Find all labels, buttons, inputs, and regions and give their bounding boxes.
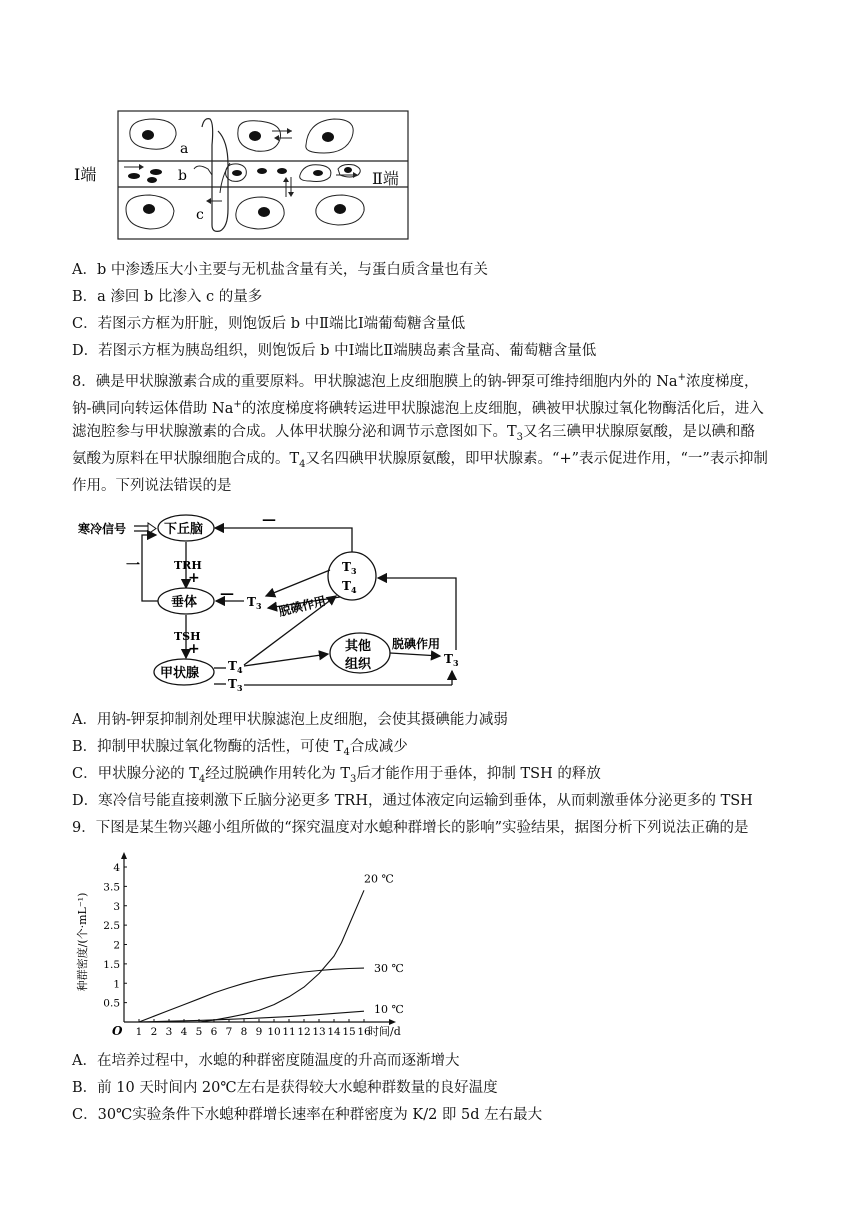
q9-stem: 9．下图是某生物兴趣小组所做的“探究温度对水螅种群增长的影响”实验结果，据图分析下列说法正确的是 — [72, 820, 749, 836]
deiod-label-2: 脱碘作用 — [392, 637, 441, 651]
y-tick-label: 2 — [113, 939, 120, 952]
end-i-label: Ⅰ端 — [74, 165, 97, 184]
x-tick-label: 11 — [282, 1026, 296, 1038]
series-label: 10 ℃ — [374, 1003, 404, 1017]
q8-stem-line-4: 氨酸为原料在甲状腺细胞合成的。$T_4$又名四碘甲状腺原氨酸，即甲状腺素。“+”表示促进作用，“一”表示抑制 — [72, 451, 768, 470]
q8-option-c: C．甲状腺分泌的 $T_4$经过脱碘作用转化为 $T_3$后才能作用于垂体，抑制 TSH 的释放 — [72, 766, 601, 785]
y-tick-label: 1 — [113, 978, 120, 991]
label-c: c — [196, 207, 204, 223]
t4-center: $T_4$ — [342, 579, 357, 595]
x-tick-label: 6 — [210, 1026, 218, 1038]
q7-option-b: B．a 渗回 b 比渗入 c 的量多 — [72, 289, 263, 305]
origin-label: O — [112, 1024, 123, 1038]
series-label: 30 ℃ — [374, 962, 404, 976]
q7-option-d: D．若图示方框为胰岛组织，则饱饭后 b 中Ⅰ端比Ⅱ端胰岛素含量高、葡萄糖含量低 — [72, 343, 597, 359]
q8-stem-line-1: 8．碘是甲状腺激素合成的重要原料。甲状腺滤泡上皮细胞膜上的钠-钾泵可维持细胞内外的 Na+浓度梯度， — [72, 372, 759, 390]
series-label: 20 ℃ — [364, 872, 394, 886]
x-tick-label: 8 — [240, 1026, 248, 1038]
x-tick-label: 15 — [342, 1026, 356, 1038]
x-tick-label: 9 — [255, 1026, 263, 1038]
y-tick-label: 1.5 — [103, 958, 120, 971]
other-tissue-1: 其他 — [345, 639, 372, 654]
pituitary-label: 垂体 — [171, 595, 198, 610]
q7-option-a: A．b 中渗透压大小主要与无机盐含量有关，与蛋白质含量也有关 — [72, 262, 488, 278]
y-tick-label: 2.5 — [103, 920, 120, 933]
x-tick-label: 4 — [180, 1026, 188, 1038]
trh-label: TRH — [174, 559, 202, 572]
t3-right: $T_3$ — [444, 652, 459, 668]
population-chart — [72, 850, 412, 1045]
y-tick-label: 3.5 — [103, 881, 120, 894]
x-tick-label: 12 — [297, 1026, 311, 1038]
thyroid-label: 甲状腺 — [160, 666, 200, 681]
x-axis-label: 时间/d — [368, 1025, 401, 1038]
q9-option-a: A．在培养过程中，水螅的种群密度随温度的升高而逐渐增大 — [72, 1053, 460, 1069]
x-tick-label: 14 — [327, 1026, 341, 1038]
q8-stem-line-5: 作用。下列说法错误的是 — [72, 478, 232, 494]
tsh-label: TSH — [174, 630, 201, 643]
x-tick-label: 2 — [150, 1026, 158, 1038]
x-tick-label: 5 — [195, 1026, 203, 1038]
y-tick-label: 3 — [113, 900, 120, 913]
minus-left: 一 — [126, 558, 140, 574]
q9-option-b: B．前 10 天时间内 20℃左右是获得较大水螅种群数量的良好温度 — [72, 1080, 498, 1096]
x-tick-label: 1 — [135, 1026, 143, 1038]
y-axis-label: 种群密度/(个·mL⁻¹) — [76, 892, 89, 992]
minus-t3: — — [220, 586, 234, 602]
deiod-label-1: 脱碘作用 — [277, 593, 328, 619]
t3-left: $T_3$ — [247, 595, 262, 611]
q8-option-d: D．寒冷信号能直接刺激下丘脑分泌更多 TRH，通过体液定向运输到垂体，从而刺激垂体分泌更多的 TSH — [72, 793, 753, 809]
y-tick-label: 4 — [113, 862, 120, 874]
x-tick-label: 7 — [225, 1026, 233, 1038]
other-tissue-2: 组织 — [345, 657, 372, 672]
thyroid-regulation-diagram — [72, 508, 492, 696]
label-b: b — [178, 168, 187, 184]
t3-center: $T_3$ — [342, 560, 357, 576]
q7-option-c: C．若图示方框为肝脏，则饱饭后 b 中Ⅱ端比Ⅰ端葡萄糖含量低 — [72, 316, 466, 332]
q8-stem-line-2: 钠-碘同向转运体借助 Na+的浓度梯度将碘转运进甲状腺滤泡上皮细胞，碘被甲状腺过氧化物酶活化后，进入 — [72, 399, 764, 417]
x-tick-label: 10 — [267, 1026, 281, 1038]
hypothalamus-label: 下丘脑 — [164, 522, 204, 537]
q8-option-a: A．用钠-钾泵抑制剂处理甲状腺滤泡上皮细胞，会使其摄碘能力减弱 — [72, 712, 508, 728]
minus-top: — — [262, 512, 276, 528]
label-a: a — [180, 141, 189, 157]
q8-stem-line-3: 滤泡腔参与甲状腺激素的合成。人体甲状腺分泌和调节示意图如下。$T_3$又名三碘甲状腺原氨酸，是以碘和酪 — [72, 424, 756, 443]
t4-thyroid: $T_4$ — [228, 659, 243, 675]
q9-option-c: C．30℃实验条件下水螅种群增长速率在种群密度为 K/2 即 5d 左右最大 — [72, 1107, 543, 1123]
x-tick-label: 16 — [357, 1026, 371, 1038]
trh-plus: + — [188, 570, 200, 586]
x-tick-label: 13 — [312, 1026, 326, 1038]
end-ii-label-text: Ⅱ端 — [372, 169, 399, 188]
cold-signal: 寒冷信号 — [78, 522, 127, 536]
y-tick-label: 0.5 — [103, 997, 120, 1010]
tsh-plus: + — [188, 641, 200, 657]
y-axis-arrow — [121, 852, 127, 859]
q8-option-b: B．抑制甲状腺过氧化物酶的活性，可使 $T_4$合成减少 — [72, 739, 408, 758]
series-line — [139, 890, 364, 1022]
tissue-diagram — [72, 105, 417, 245]
t3-thyroid: $T_3$ — [228, 677, 243, 693]
x-tick-label: 3 — [165, 1026, 173, 1038]
